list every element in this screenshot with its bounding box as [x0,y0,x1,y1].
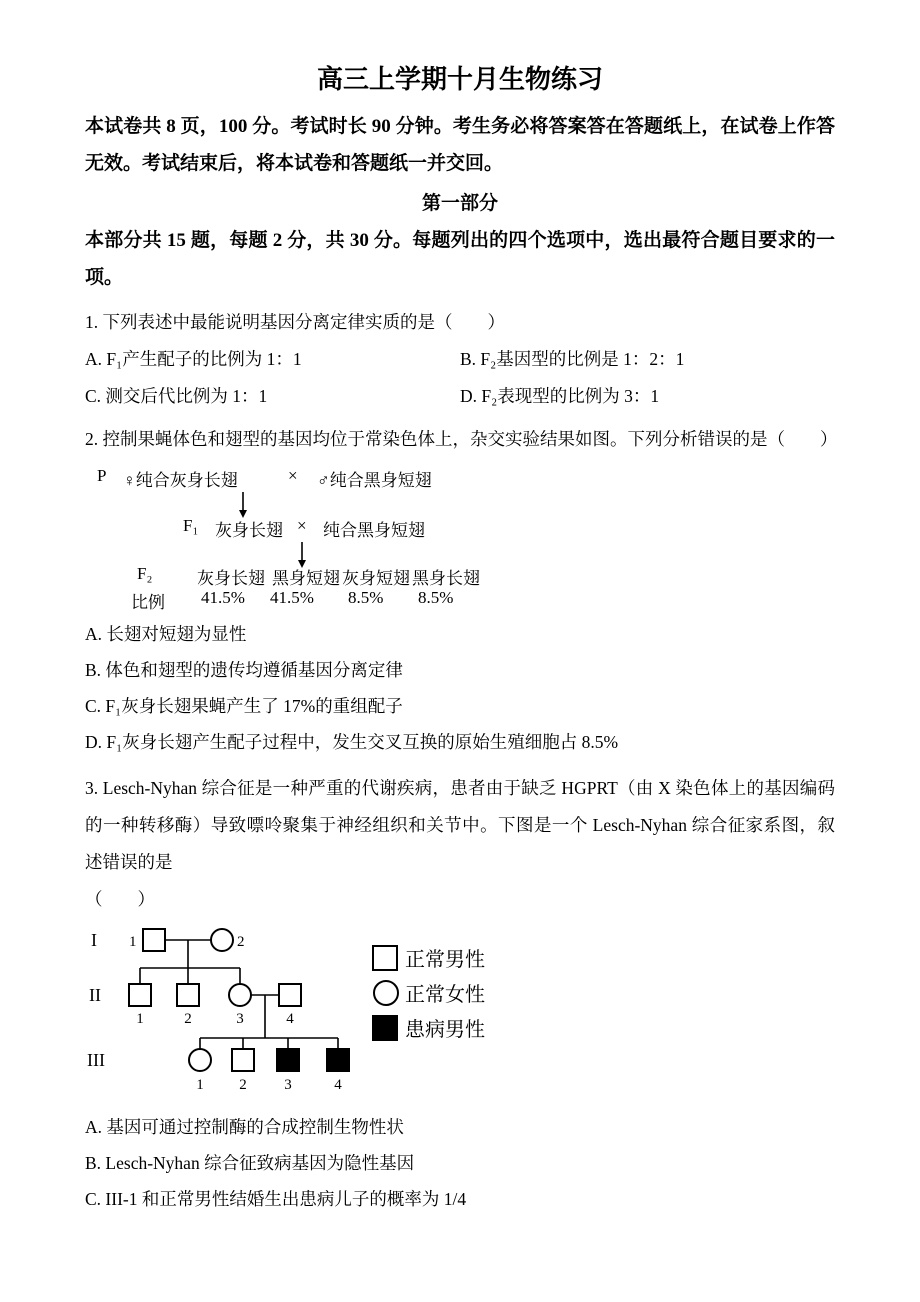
generation-iii-label: III [87,1050,105,1070]
legend-normal-male-icon [373,946,397,970]
generation-i-label: I [91,930,97,950]
pedigree-II-1-normal-male [129,984,151,1006]
cross-f2-phenotype-1: 灰身长翅 [197,569,265,588]
question-1-text: 1. 下列表述中最能说明基因分离定律实质的是（ ） [85,312,505,332]
cross-p-generation-label: P [97,466,107,485]
pedigree-diagram [85,920,835,1103]
legend-affected-male-label: 患病男性 [405,1019,485,1041]
q2-option-a: A. 长翅对短翅为显性 [85,624,247,644]
q1-option-c: C. 测交后代比例为 1：1 [85,386,268,406]
question-3-answer-blank: （ ） [85,889,155,909]
page-title: 高三上学期十月生物练习 [316,65,603,94]
cross-ratio-1: 41.5% [201,588,245,607]
pedigree-I-2-normal-female [211,929,233,951]
pedigree-III-4-affected-male [327,1049,349,1071]
pedigree-I-1-number: 1 [129,934,137,950]
pedigree-II-4-normal-male [279,984,301,1006]
cross-f1-generation-label: F₁ [183,516,199,535]
pedigree-I-2-number: 2 [237,934,245,950]
pedigree-II-3-normal-female [229,984,251,1006]
cross-f2-phenotype-2: 黑身短翅 [272,569,340,588]
legend-affected-male-icon [373,1016,397,1040]
legend-normal-female-label: 正常女性 [405,984,485,1006]
question-3-text: 3. Lesch-Nyhan 综合征是一种严重的代谢疾病，患者由于缺乏 HGPRT（由 X 染色体上的基因编码的一种转移酶）导致嘌呤聚集于神经组织和关节中。下图是一个 Lesch-Nyhan 综合征家系图，叙述错误的是 [85,778,835,872]
legend-normal-male-label: 正常男性 [405,949,485,971]
question-1-options [85,341,835,415]
pedigree-III-3-affected-male [277,1049,299,1071]
question-2-text: 2. 控制果蝇体色和翅型的基因均位于常染色体上，杂交实验结果如图。下列分析错误的是（ ） [85,429,838,449]
pedigree-legend [373,946,485,1041]
cross-sign-2: × [297,516,307,535]
pedigree-II-2-number: 2 [184,1011,192,1027]
cross-p-male-parent: ♂纯合黑身短翅 [317,471,432,490]
q2-option-b: B. 体色和翅型的遗传均遵循基因分离定律 [85,660,403,680]
cross-p-female-parent: ♀纯合灰身长翅 [123,471,238,490]
q1-option-a: A. F₁产生配子的比例为 1：1 [85,349,302,369]
pedigree-II-1-number: 1 [136,1011,144,1027]
cross-ratio-label: 比例 [131,593,165,612]
pedigree-III-2-number: 2 [239,1077,247,1093]
cross-experiment-diagram [85,466,835,612]
cross-f1-phenotype: 灰身长翅 [215,521,283,540]
pedigree-chart [85,920,505,1098]
cross-ratio-2: 41.5% [270,588,314,607]
legend-normal-female-icon [374,981,398,1005]
down-arrow-icon [238,492,248,518]
q3-option-c: C. III-1 和正常男性结婚生出患病儿子的概率为 1/4 [85,1189,467,1209]
cross-f2-phenotype-3: 灰身短翅 [342,569,410,588]
cross-f2-phenotype-4: 黑身长翅 [412,569,480,588]
q3-option-a: A. 基因可通过控制酶的合成控制生物性状 [85,1117,404,1137]
part-one-instructions: 本部分共 15 题，每题 2 分，共 30 分。每题列出的四个选项中，选出最符合题目要求的一项。 [85,230,835,288]
cross-f2-generation-label: F₂ [137,564,153,583]
part-one-header: 第一部分 [421,193,498,214]
pedigree-III-3-number: 3 [284,1077,292,1093]
q1-option-b: B. F₂基因型的比例是 1：2：1 [460,349,685,369]
q2-option-d: D. F₁灰身长翅产生配子过程中，发生交叉互换的原始生殖细胞占 8.5% [85,732,619,752]
pedigree-III-2-normal-male [232,1049,254,1071]
pedigree-I-1-normal-male [143,929,165,951]
pedigree-III-4-number: 4 [334,1077,342,1093]
pedigree-II-3-number: 3 [236,1011,244,1027]
cross-ratio-4: 8.5% [418,588,454,607]
cross-f1-mate: 纯合黑身短翅 [323,521,425,540]
pedigree-III-1-number: 1 [196,1077,204,1093]
generation-ii-label: II [89,985,101,1005]
exam-instructions: 本试卷共 8 页，100 分。考试时长 90 分钟。考生务必将答案答在答题纸上，在试卷上作答无效。考试结束后，将本试卷和答题纸一并交回。 [85,116,835,174]
pedigree-II-2-normal-male [177,984,199,1006]
cross-sign-1: × [288,466,298,485]
pedigree-II-4-number: 4 [286,1011,294,1027]
q3-option-b: B. Lesch-Nyhan 综合征致病基因为隐性基因 [85,1153,415,1173]
q2-option-c: C. F₁灰身长翅果蝇产生了 17%的重组配子 [85,696,403,716]
cross-ratio-3: 8.5% [348,588,384,607]
pedigree-III-1-normal-female [189,1049,211,1071]
q1-option-d: D. F₂表现型的比例为 3：1 [460,386,660,406]
